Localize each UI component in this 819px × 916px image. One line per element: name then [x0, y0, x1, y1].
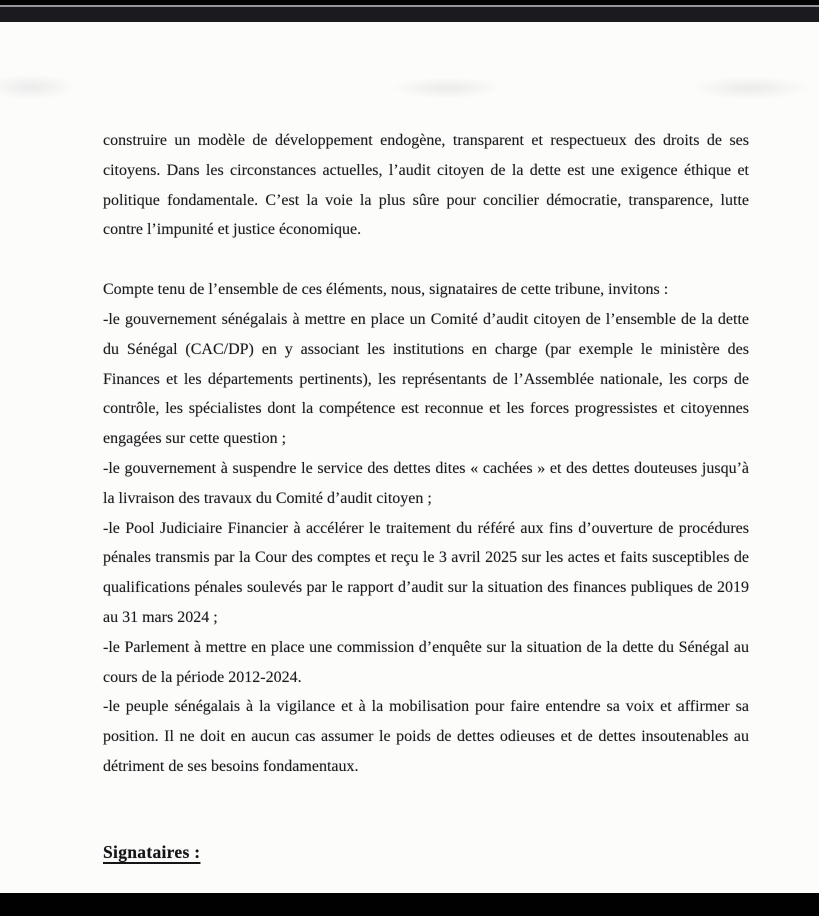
document-body [0, 22, 819, 863]
bottom-letterbox-bar [0, 893, 819, 916]
signatories-heading: Signataires : [103, 841, 201, 862]
list-item-government-audit-committee: -le gouvernement sénégalais à mettre en place un Comité d’audit citoyen de l’ensemble de la dette du Sénégal (CAC/DP) en y associant les institutions en charge (par exemple le ministère des Finances et les départements pertinents), les représentants de l’Assemblée nationale, les corps de contrôle, les spécialistes dont la compétence est reconnue et les forces progressistes et citoyennes engagées sur cette question ; [103, 310, 749, 448]
top-letterbox-bar [0, 0, 819, 22]
document-page [0, 22, 819, 893]
list-item-suspend-hidden-debts: -le gouvernement à suspendre le service des dettes dites « cachées » et des dettes douteuses jusqu’à la livraison des travaux du Comité d’audit citoyen ; [103, 459, 749, 507]
paragraph-intro-continuation: construire un modèle de développement endogène, transparent et respectueux des droits de ses citoyens. Dans les circonstances actuelles, l’audit citoyen de la dette est une exigence éthique et politique fondamentale. C’est la voie la plus sûre pour concilier démocratie, transparence, lutte contre l’impunité et justice économique. [103, 132, 749, 239]
list-item-parliament-inquiry: -le Parlement à mettre en place une commission d’enquête sur la situation de la dette du Sénégal au cours de la période 2012-2024. [103, 638, 749, 686]
list-item-judicial-financial-pool: -le Pool Judiciaire Financier à accélérer le traitement du référé aux fins d’ouverture de procédures pénales transmis par la Cour des comptes et reçu le 3 avril 2025 sur les actes et faits susceptibles de qualifications pénales soulevés par le rapport d’audit sur la situation des finances publiques de 2019 au 31 mars 2024 ; [103, 519, 749, 626]
list-item-senegalese-people: -le peuple sénégalais à la vigilance et à la mobilisation pour faire entendre sa voix et affirmer sa position. Il ne doit en aucun cas assumer le poids de dettes odieuses et de dettes insoutenables au détriment de ses besoins fondamentaux. [103, 698, 749, 775]
paragraph-invitation-lead: Compte tenu de l’ensemble de ces éléments, nous, signataires de cette tribune, invitons : [103, 281, 669, 299]
